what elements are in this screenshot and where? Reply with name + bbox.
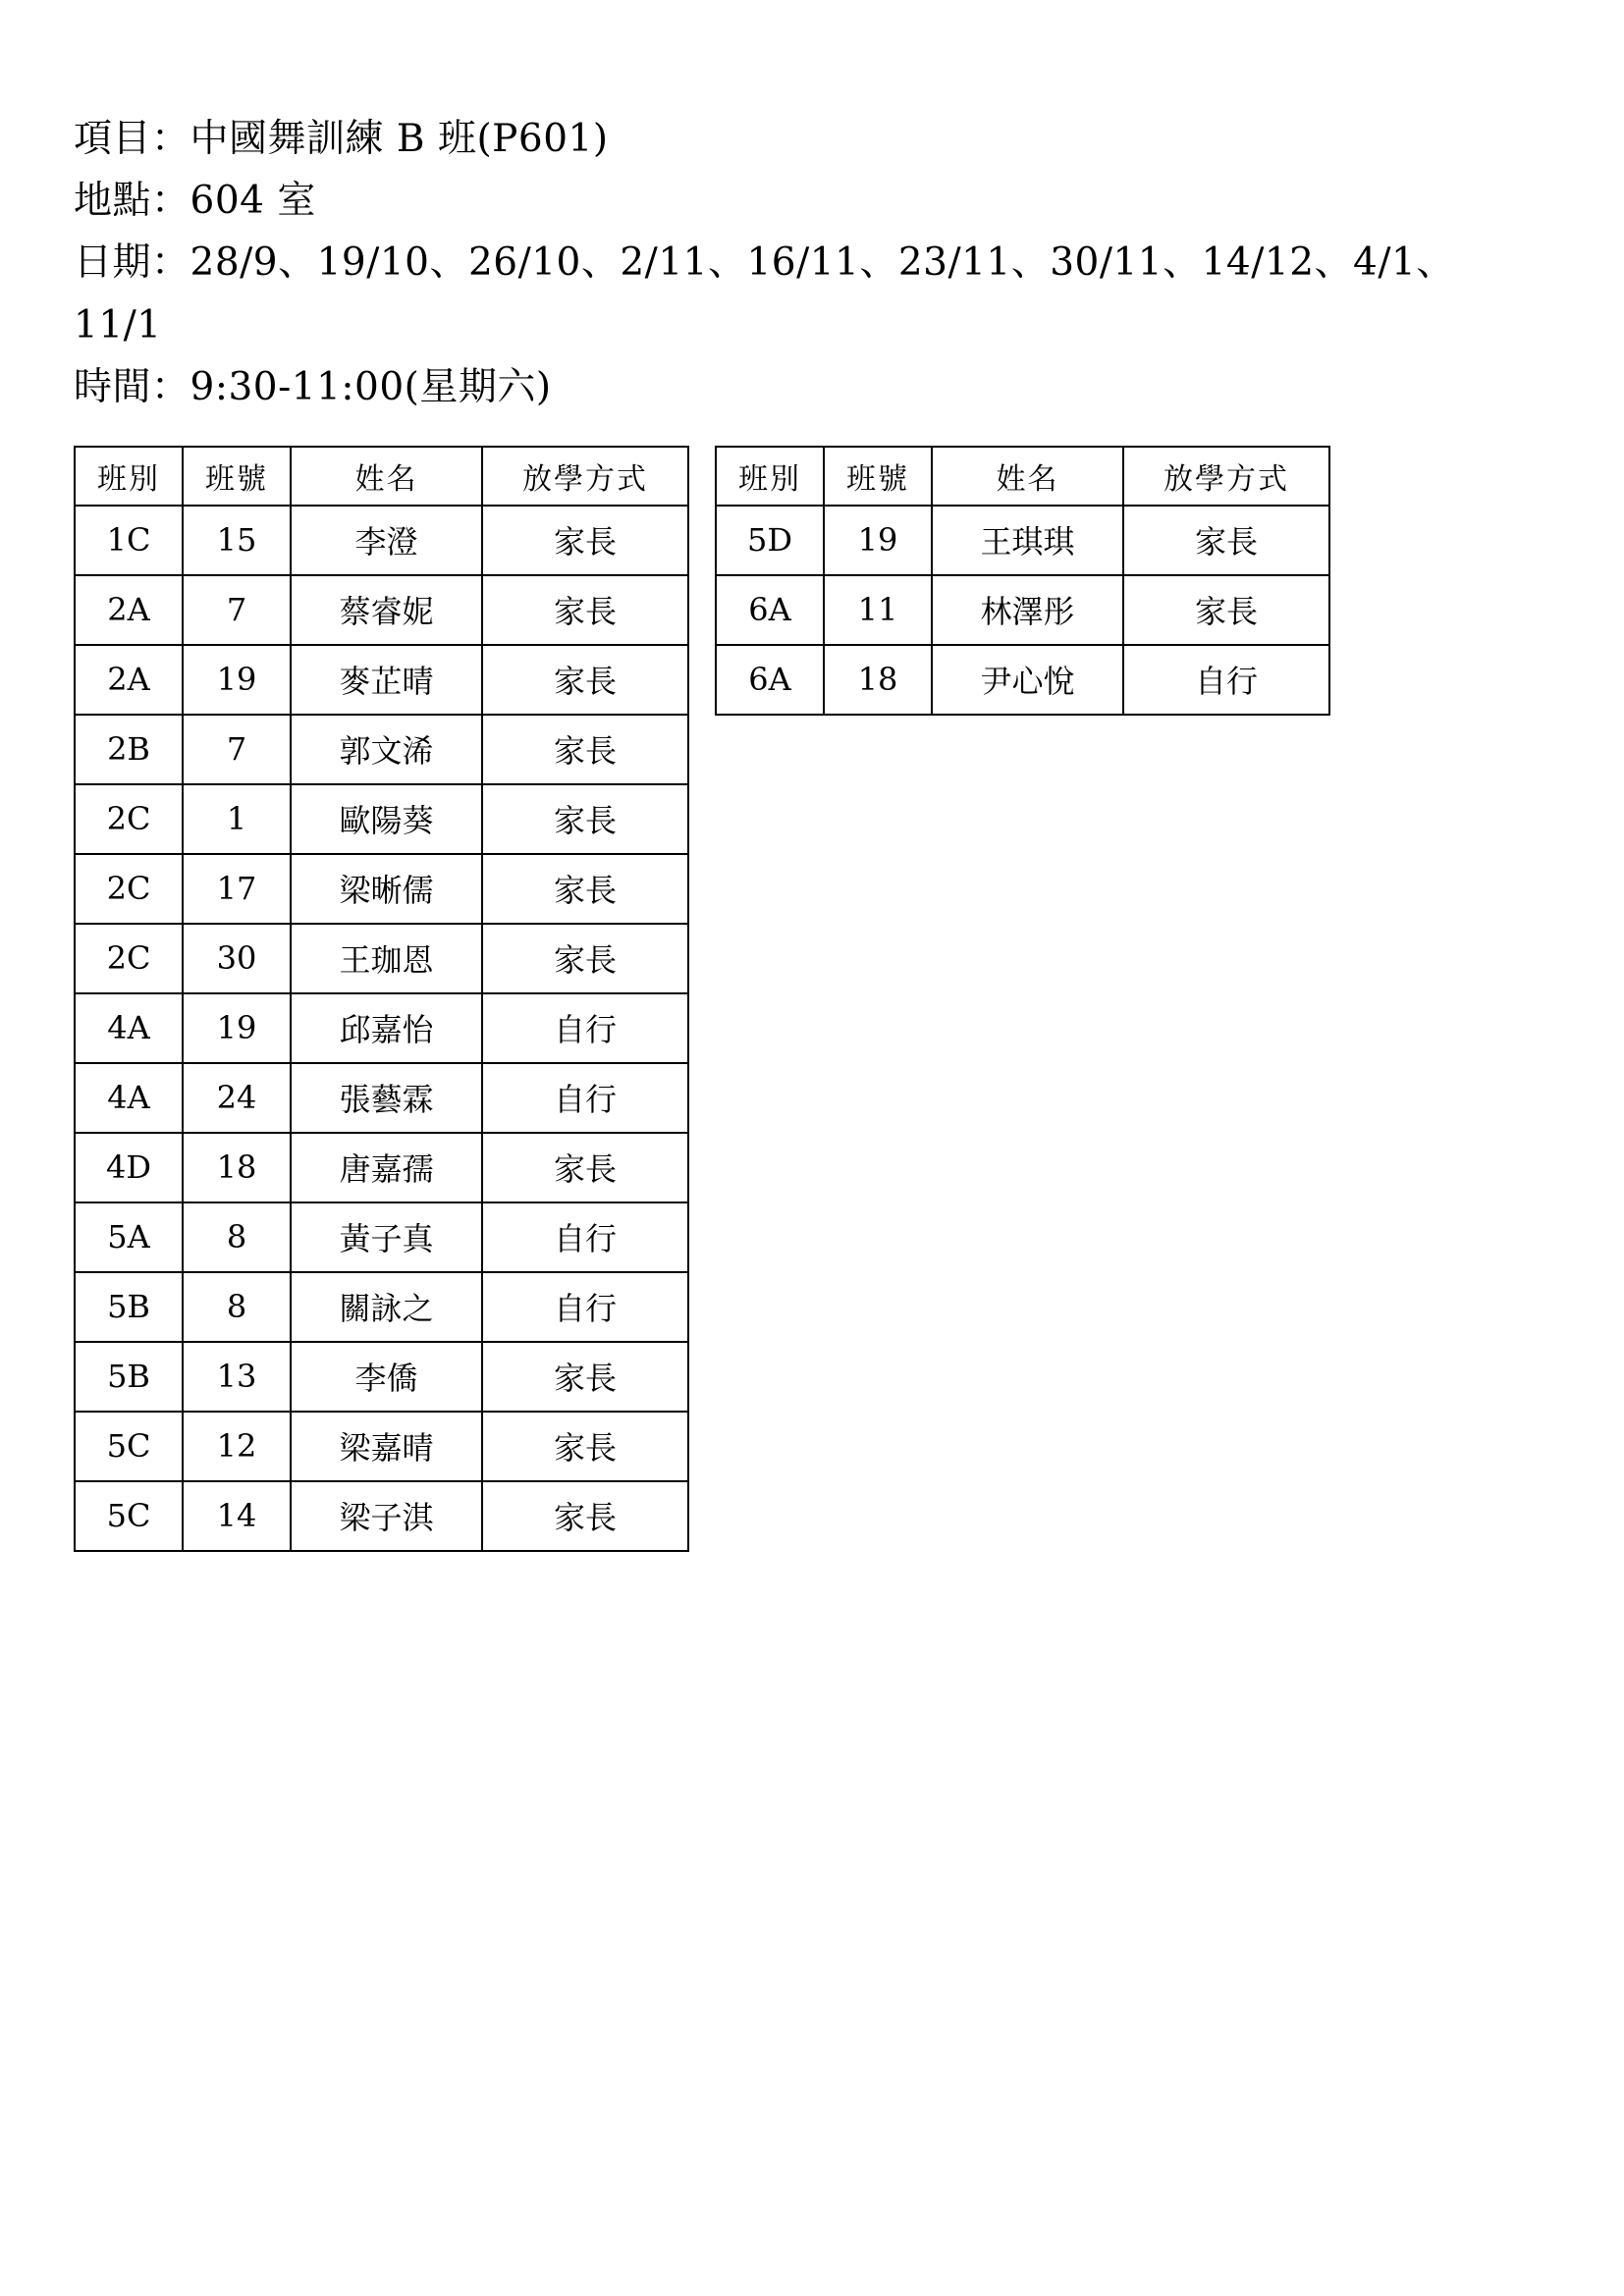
table-row bbox=[75, 784, 688, 854]
cell-number: 19 bbox=[183, 993, 291, 1063]
cell-class: 5B bbox=[75, 1342, 183, 1412]
cell-name: 黃子真 bbox=[291, 1202, 482, 1272]
table-row bbox=[75, 1272, 688, 1342]
cell-class: 6A bbox=[716, 645, 824, 715]
cell-class: 4D bbox=[75, 1133, 183, 1202]
table-row bbox=[716, 575, 1329, 645]
table-row bbox=[75, 924, 688, 993]
cell-number: 18 bbox=[183, 1133, 291, 1202]
cell-name: 梁子淇 bbox=[291, 1481, 482, 1551]
table-row bbox=[75, 1412, 688, 1481]
column-header-name: 姓名 bbox=[291, 447, 482, 506]
table-row bbox=[75, 993, 688, 1063]
table-row bbox=[75, 1133, 688, 1202]
cell-class: 2B bbox=[75, 715, 183, 784]
cell-name: 李僑 bbox=[291, 1342, 482, 1412]
cell-number: 19 bbox=[824, 506, 932, 575]
cell-number: 8 bbox=[183, 1202, 291, 1272]
header-line-dates: 日期：28/9、19/10、26/10、2/11、16/11、23/11、30/11、14/12、4/1、11/1 bbox=[74, 240, 1455, 347]
column-header-dismissal: 放學方式 bbox=[482, 447, 688, 506]
cell-number: 30 bbox=[183, 924, 291, 993]
cell-name: 王琪琪 bbox=[932, 506, 1123, 575]
cell-class: 5B bbox=[75, 1272, 183, 1342]
cell-name: 尹心悅 bbox=[932, 645, 1123, 715]
cell-dismissal: 家長 bbox=[1123, 506, 1329, 575]
header-line-location: 地點：604 室 bbox=[74, 179, 316, 224]
document-header bbox=[74, 108, 1506, 418]
cell-number: 1 bbox=[183, 784, 291, 854]
cell-name: 關詠之 bbox=[291, 1272, 482, 1342]
cell-class: 4A bbox=[75, 1063, 183, 1133]
column-header-dismissal: 放學方式 bbox=[1123, 447, 1329, 506]
table-row bbox=[75, 1063, 688, 1133]
table-row bbox=[75, 1202, 688, 1272]
cell-dismissal: 家長 bbox=[482, 575, 688, 645]
column-header-class: 班別 bbox=[75, 447, 183, 506]
cell-number: 15 bbox=[183, 506, 291, 575]
cell-name: 蔡睿妮 bbox=[291, 575, 482, 645]
cell-dismissal: 家長 bbox=[482, 1133, 688, 1202]
column-header-number: 班號 bbox=[183, 447, 291, 506]
cell-name: 唐嘉孺 bbox=[291, 1133, 482, 1202]
table-head-left bbox=[75, 447, 688, 506]
cell-name: 張藝霖 bbox=[291, 1063, 482, 1133]
table-head-right bbox=[716, 447, 1329, 506]
cell-dismissal: 自行 bbox=[482, 993, 688, 1063]
table-row bbox=[75, 1342, 688, 1412]
cell-name: 梁晰儒 bbox=[291, 854, 482, 924]
cell-dismissal: 家長 bbox=[482, 784, 688, 854]
column-header-number: 班號 bbox=[824, 447, 932, 506]
table-header-row bbox=[716, 447, 1329, 506]
cell-dismissal: 家長 bbox=[482, 506, 688, 575]
cell-number: 17 bbox=[183, 854, 291, 924]
cell-name: 李澄 bbox=[291, 506, 482, 575]
cell-class: 1C bbox=[75, 506, 183, 575]
table-body-right bbox=[716, 506, 1329, 715]
cell-dismissal: 自行 bbox=[1123, 645, 1329, 715]
cell-number: 7 bbox=[183, 575, 291, 645]
cell-number: 19 bbox=[183, 645, 291, 715]
table-row bbox=[75, 715, 688, 784]
cell-dismissal: 家長 bbox=[482, 1342, 688, 1412]
cell-name: 王珈恩 bbox=[291, 924, 482, 993]
cell-name: 麥芷晴 bbox=[291, 645, 482, 715]
table-row bbox=[716, 645, 1329, 715]
table-header-row bbox=[75, 447, 688, 506]
cell-name: 邱嘉怡 bbox=[291, 993, 482, 1063]
cell-dismissal: 自行 bbox=[482, 1063, 688, 1133]
table-row bbox=[75, 854, 688, 924]
cell-class: 2C bbox=[75, 924, 183, 993]
cell-dismissal: 家長 bbox=[482, 715, 688, 784]
table-row bbox=[716, 506, 1329, 575]
cell-class: 5A bbox=[75, 1202, 183, 1272]
cell-dismissal: 自行 bbox=[482, 1272, 688, 1342]
cell-class: 2A bbox=[75, 645, 183, 715]
cell-dismissal: 家長 bbox=[1123, 575, 1329, 645]
table-row bbox=[75, 575, 688, 645]
cell-dismissal: 自行 bbox=[482, 1202, 688, 1272]
table-row bbox=[75, 645, 688, 715]
roster-table-left bbox=[74, 446, 689, 1552]
cell-class: 2A bbox=[75, 575, 183, 645]
cell-dismissal: 家長 bbox=[482, 1412, 688, 1481]
cell-class: 4A bbox=[75, 993, 183, 1063]
cell-number: 8 bbox=[183, 1272, 291, 1342]
cell-dismissal: 家長 bbox=[482, 1481, 688, 1551]
cell-name: 林澤彤 bbox=[932, 575, 1123, 645]
cell-number: 12 bbox=[183, 1412, 291, 1481]
cell-name: 梁嘉晴 bbox=[291, 1412, 482, 1481]
roster-tables bbox=[74, 446, 1506, 1552]
cell-class: 5C bbox=[75, 1412, 183, 1481]
cell-class: 5D bbox=[716, 506, 824, 575]
cell-number: 13 bbox=[183, 1342, 291, 1412]
cell-number: 11 bbox=[824, 575, 932, 645]
cell-name: 郭文浠 bbox=[291, 715, 482, 784]
table-row bbox=[75, 506, 688, 575]
cell-dismissal: 家長 bbox=[482, 924, 688, 993]
header-line-project: 項目：中國舞訓練 B 班(P601) bbox=[74, 117, 609, 161]
cell-class: 2C bbox=[75, 854, 183, 924]
table-body-left bbox=[75, 506, 688, 1551]
cell-class: 2C bbox=[75, 784, 183, 854]
cell-number: 7 bbox=[183, 715, 291, 784]
table-row bbox=[75, 1481, 688, 1551]
cell-name: 歐陽葵 bbox=[291, 784, 482, 854]
cell-dismissal: 家長 bbox=[482, 645, 688, 715]
cell-number: 18 bbox=[824, 645, 932, 715]
roster-table-right bbox=[715, 446, 1330, 716]
cell-class: 6A bbox=[716, 575, 824, 645]
cell-number: 24 bbox=[183, 1063, 291, 1133]
cell-dismissal: 家長 bbox=[482, 854, 688, 924]
header-line-time: 時間：9:30-11:00(星期六) bbox=[74, 364, 552, 409]
column-header-name: 姓名 bbox=[932, 447, 1123, 506]
cell-class: 5C bbox=[75, 1481, 183, 1551]
column-header-class: 班別 bbox=[716, 447, 824, 506]
cell-number: 14 bbox=[183, 1481, 291, 1551]
